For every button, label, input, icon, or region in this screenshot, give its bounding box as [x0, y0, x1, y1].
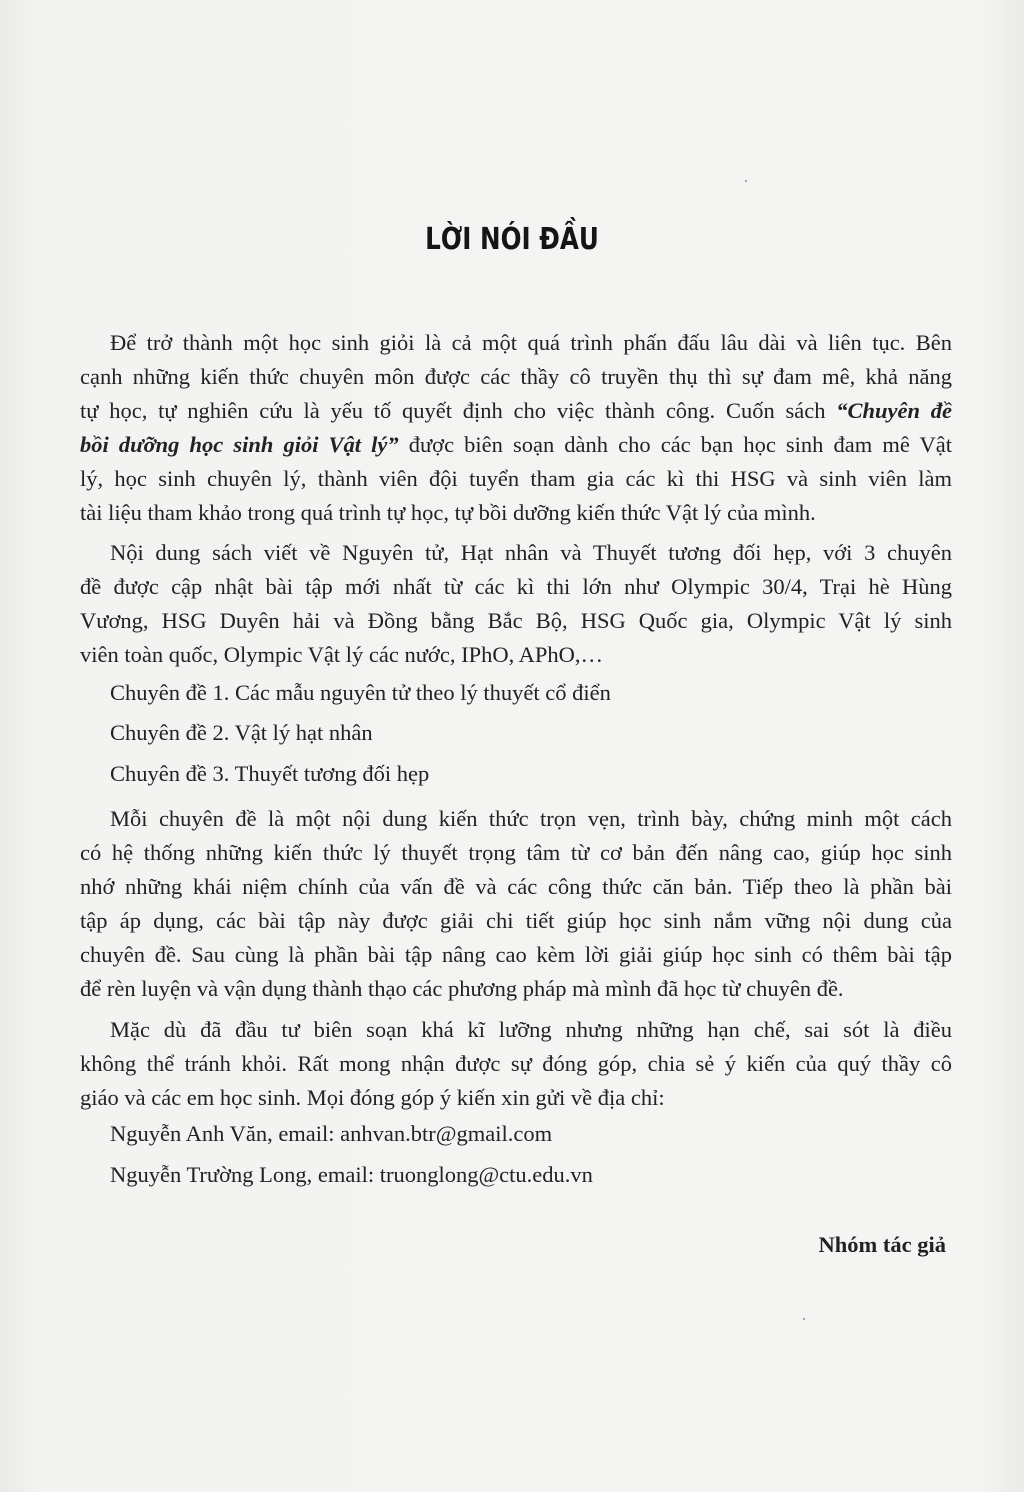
paragraph-line: Vương, HSG Duyên hải và Đồng bằng Bắc Bộ, HSG Quốc gia, Olympic Vật lý sinh	[80, 608, 952, 633]
paragraph-line: Nội dung sách viết về Nguyên tử, Hạt nhân và Thuyết tương đối hẹp, với 3 chuyên	[110, 540, 952, 565]
topic-item: Chuyên đề 3. Thuyết tương đối hẹp	[110, 761, 430, 786]
paragraph-line: viên toàn quốc, Olympic Vật lý các nước, IPhO, APhO,…	[80, 642, 603, 667]
line-text: tự học, tự nghiên cứu là yếu tố quyết định cho việc thành công. Cuốn sách	[80, 398, 837, 423]
contact-line: Nguyễn Trường Long, email: truonglong@ctu.edu.vn	[110, 1162, 593, 1187]
paragraph-line: Để trở thành một học sinh giỏi là cả một quá trình phấn đấu lâu dài và liên tục. Bên	[110, 330, 952, 355]
page-title: LỜI NÓI ĐẦU	[425, 222, 599, 257]
paragraph-feedback	[80, 1013, 952, 1115]
paragraph-line: Mỗi chuyên đề là một nội dung kiến thức trọn vẹn, trình bày, chứng minh một cách	[110, 806, 952, 831]
paragraph-content	[80, 536, 952, 672]
topic-item: Chuyên đề 1. Các mẫu nguyên tử theo lý thuyết cổ điển	[110, 680, 611, 705]
paragraph-line: cạnh những kiến thức chuyên môn được các thầy cô truyền thụ thì sự đam mê, khả năng	[80, 364, 952, 389]
paragraph-line: nhớ những khái niệm chính của vấn đề và các công thức căn bản. Tiếp theo là phần bài	[80, 874, 952, 899]
paragraph-line: để rèn luyện và vận dụng thành thạo các phương pháp mà mình đã học từ chuyên đề.	[80, 976, 844, 1001]
paragraph-line: lý, học sinh chuyên lý, thành viên đội tuyển tham gia các kì thi HSG và sinh viên làm	[80, 466, 952, 491]
page-speck	[745, 180, 747, 182]
paragraph-line: có hệ thống những kiến thức lý thuyết trọng tâm từ cơ bản đến nâng cao, giúp học sinh	[80, 840, 952, 865]
paragraph-line: tập áp dụng, các bài tập này được giải chi tiết giúp học sinh nắm vững nội dung của	[80, 908, 952, 933]
authors-signature: Nhóm tác giả	[818, 1232, 946, 1257]
paragraph-line	[80, 394, 952, 428]
topic-item: Chuyên đề 2. Vật lý hạt nhân	[110, 720, 373, 745]
paragraph-line	[80, 428, 952, 462]
paragraph-line: không thể tránh khỏi. Rất mong nhận được sự đóng góp, chia sẻ ý kiến của quý thầy cô	[80, 1051, 952, 1076]
paragraph-line: Mặc dù đã đầu tư biên soạn khá kĩ lưỡng nhưng những hạn chế, sai sót là điều	[110, 1017, 952, 1042]
paragraph-line: tài liệu tham khảo trong quá trình tự học, tự bồi dưỡng kiến thức Vật lý của mình.	[80, 500, 816, 525]
paragraph-intro	[80, 326, 952, 530]
paragraph-structure	[80, 802, 952, 1006]
book-title-start: “Chuyên đề	[836, 398, 952, 423]
paragraph-line: giáo và các em học sinh. Mọi đóng góp ý kiến xin gửi về địa chỉ:	[80, 1085, 665, 1110]
book-title-end: bồi dưỡng học sinh giỏi Vật lý”	[80, 432, 399, 457]
line-text: được biên soạn dành cho các bạn học sinh đam mê Vật	[398, 432, 952, 457]
page-speck	[803, 1318, 805, 1320]
contact-line: Nguyễn Anh Văn, email: anhvan.btr@gmail.com	[110, 1121, 553, 1146]
paragraph-line: đề được cập nhật bài tập mới nhất từ các kì thi lớn như Olympic 30/4, Trại hè Hùng	[80, 574, 952, 599]
paragraph-line: chuyên đề. Sau cùng là phần bài tập nâng cao kèm lời giải giúp học sinh có thêm bài tập	[80, 942, 952, 967]
